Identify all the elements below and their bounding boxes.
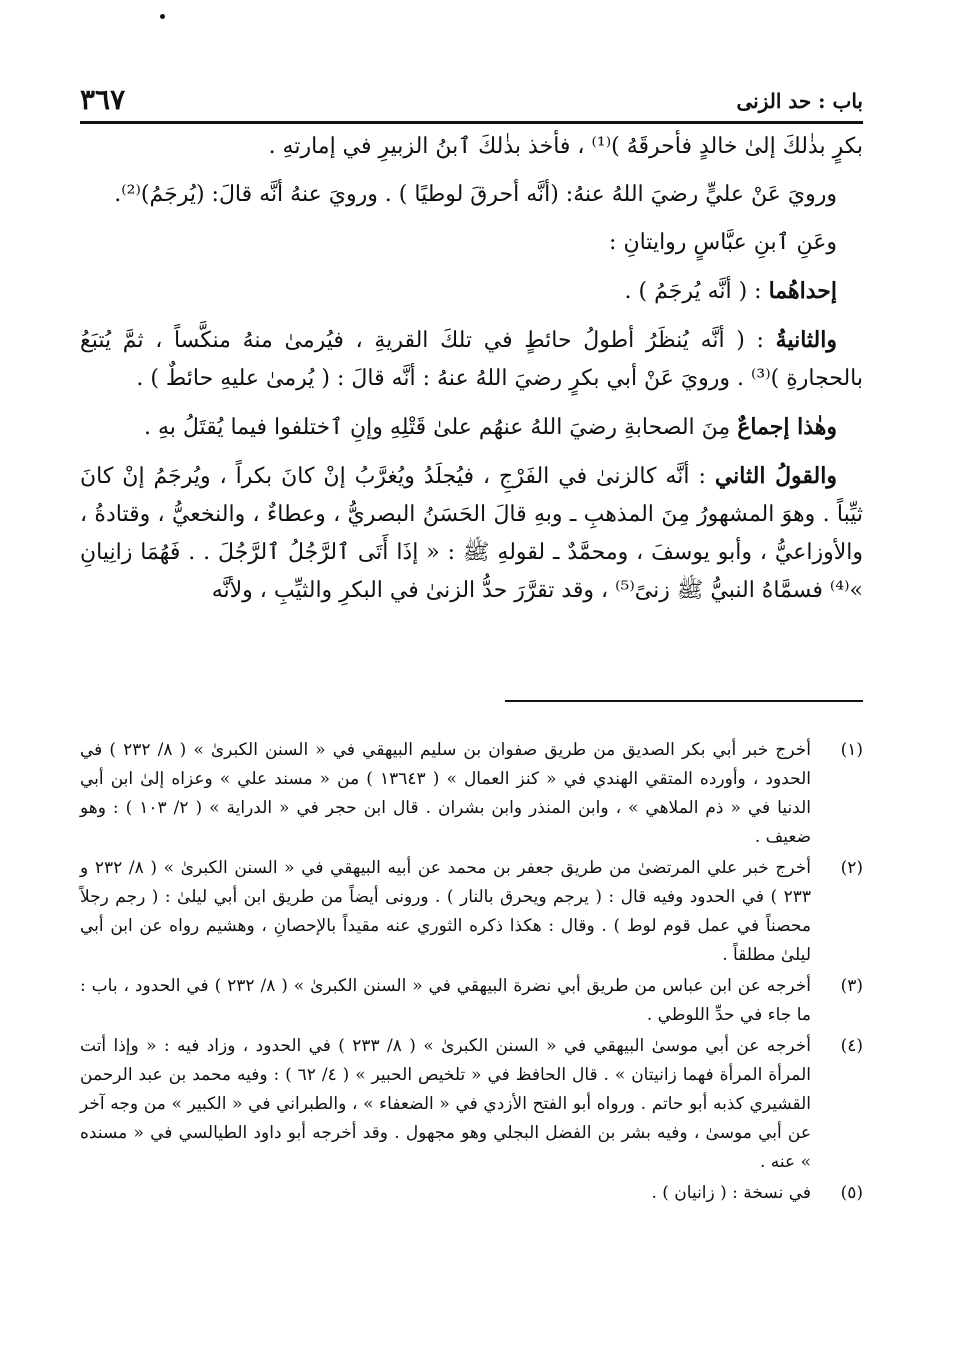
- footnote-text: أخرجه عن ابن عباس من طريق أبي نضرة البيهقي في « السنن الكبرىٰ » ( ٨/ ٢٣٢ ) في الحدود ، باب : ما جاء في حدِّ اللوطي .: [80, 976, 811, 1025]
- paragraph: والثانيةُ : ( أنَّه يُنظَرُ أطولُ حائطٍ في تلكَ القريةِ ، فيُرمىٰ منهُ منكَّساً ، ثمَّ يُتبَعُ بالحجارةِ )⁽³⁾ . ورويَ عَنْ أبي بكرٍ رضيَ اللهُ عنهُ : أنَّه قالَ : ( يُرمىٰ عليهِ حائطٌ ) .: [80, 327, 863, 391]
- paragraph: إحداهُما : ( أنَّه يُرجَمُ ) .: [624, 278, 837, 304]
- page-number: ٣٦٧: [80, 83, 126, 116]
- header-rule: [80, 121, 863, 124]
- footnote-number: (٣): [840, 976, 863, 996]
- paragraph-lead: والثانيةُ: [775, 327, 837, 353]
- footnote: [80, 1032, 863, 1177]
- footnote: [80, 1179, 863, 1208]
- footnote-number: (٢): [840, 858, 863, 878]
- paragraph-lead: والقولُ الثاني: [714, 463, 837, 489]
- paragraph: وعَنِ ٱبنِ عبَّاسٍ روايتانِ :: [609, 230, 837, 255]
- paragraph: بكرٍ بذٰلكَ إلىٰ خالدٍ فأحرقَهُ )⁽¹⁾ ، فأخذ بذٰلكَ ٱبنُ الزبيرِ في إمارتهِ .: [268, 134, 863, 159]
- chapter-title: باب : حد الزنى: [736, 89, 863, 113]
- footnote-text: أخرج خبر علي المرتضىٰ من طريق جعفر بن محمد عن أبيه البيهقي في « السنن الكبرىٰ » ( ٨/ ٢٣٢ و ٢٣٣ ) في الحدود وفيه قال : ( يرجم ويحرق بالنار ) . ورونى أيضاً من طريق ابن أبي ليلىٰ : ( رجم رجلاً محصناً في عمل قوم لوط ) . وقال : هكذا ذكره الثوري عنه مقيداً بالإحصانِ ، وهشيم رواه عن ابن أبي ليلىٰ مطلقاً .: [80, 858, 811, 965]
- footnote-text: أخرج خبر أبي بكر الصديق من طريق صفوان بن سليم البيهقي في « السنن الكبرىٰ » ( ٨/ ٢٣٢ ) في الحدود ، وأورده المتقي الهندي في « كنز العمال » ( ١٣٦٤٣ ) من « مسند علي » وعزاه إلىٰ ابن أبي الدنيا في « ذم الملاهي » ، وابن المنذر وابن بشران . قال ابن حجر في « الدراية » ( ٢/ ١٠٣ ) : وهو ضعيف .: [80, 740, 812, 847]
- paragraph-lead: إحداهُما: [768, 278, 837, 304]
- paragraph-lead: وهٰذا إجماعٌ: [737, 414, 837, 440]
- paragraph: ورويَ عَنْ عليٍّ رضيَ اللهُ عنهُ: (أنَّه أحرقَ لوطيًا ) . ورويَ عنهُ أنَّه قالَ: (يُرجَمُ)⁽²⁾.: [114, 182, 837, 207]
- footnote-number: (١): [840, 740, 863, 760]
- footnote-number: (٥): [840, 1183, 863, 1203]
- footnote: [80, 854, 863, 970]
- footnote: [80, 972, 863, 1030]
- footnote-separator: [505, 700, 863, 702]
- footnote-text: في نسخة : ( زانيان ) .: [651, 1183, 811, 1203]
- footnote: [80, 736, 863, 852]
- footnote-text: أخرجه عن أبي موسىٰ البيهقي في « السنن الكبرىٰ » ( ٨/ ٢٣٣ ) في الحدود ، وزاد فيه : « وإذا أتت المرأة المرأة فهما زانيتان » . قال الحافظ في « تلخيص الحبير » ( ٤/ ٦٢ ) : وفيه محمد بن عبد الرحمن القشيري كذبه أبو حاتم . ورواه أبو الفتح الأزدي في « الضعفاء » ، والطبراني في « الكبير » من وجه آخر عن أبي موسىٰ ، وفيه بشر بن الفضل البجلي وهو مجهول . وقد أخرجه أبو داود الطيالسي في « مسنده » عنه .: [80, 1036, 812, 1172]
- paragraph: وهٰذا إجماعٌ مِنَ الصحابةِ رضيَ اللهُ عنهُم علىٰ قَتْلِهِ وإنِ ٱختلفوا فيما يُقتَلُ بهِ .: [144, 414, 837, 440]
- page-mark: [160, 14, 165, 19]
- footnote-number: (٤): [840, 1036, 863, 1056]
- main-text: [80, 128, 863, 620]
- page-header: [80, 82, 863, 118]
- paragraph: والقولُ الثاني : أنَّه كالزنىٰ في الفَرْجِ ، فيُجلَدُ ويُغرَّبُ إنْ كانَ بكراً ، ويُرجَمُ إنْ كانَ ثيِّباً . وهوَ المشهورُ مِنَ المذهبِ ـ وبهِ قالَ الحَسَنُ البصريُّ ، وعطاءٌ ، والنخعيُّ ، وقتادةُ ، والأوزاعيُّ ، وأبو يوسفَ ، ومحمَّدٌ ـ لقولهِ ﷺ : « إذَا أَتَى ٱلرَّجُلُ ٱلرَّجُلَ . . فَهُمَا زانِيانِ »⁽⁴⁾ فسمَّاهُ النبيُّ ﷺ زنىً⁽⁵⁾ ، وقد تقرَّرَ حدُّ الزنىٰ في البكرِ والثيِّبِ ، ولأنَّه: [80, 463, 863, 603]
- footnotes: [80, 736, 863, 1210]
